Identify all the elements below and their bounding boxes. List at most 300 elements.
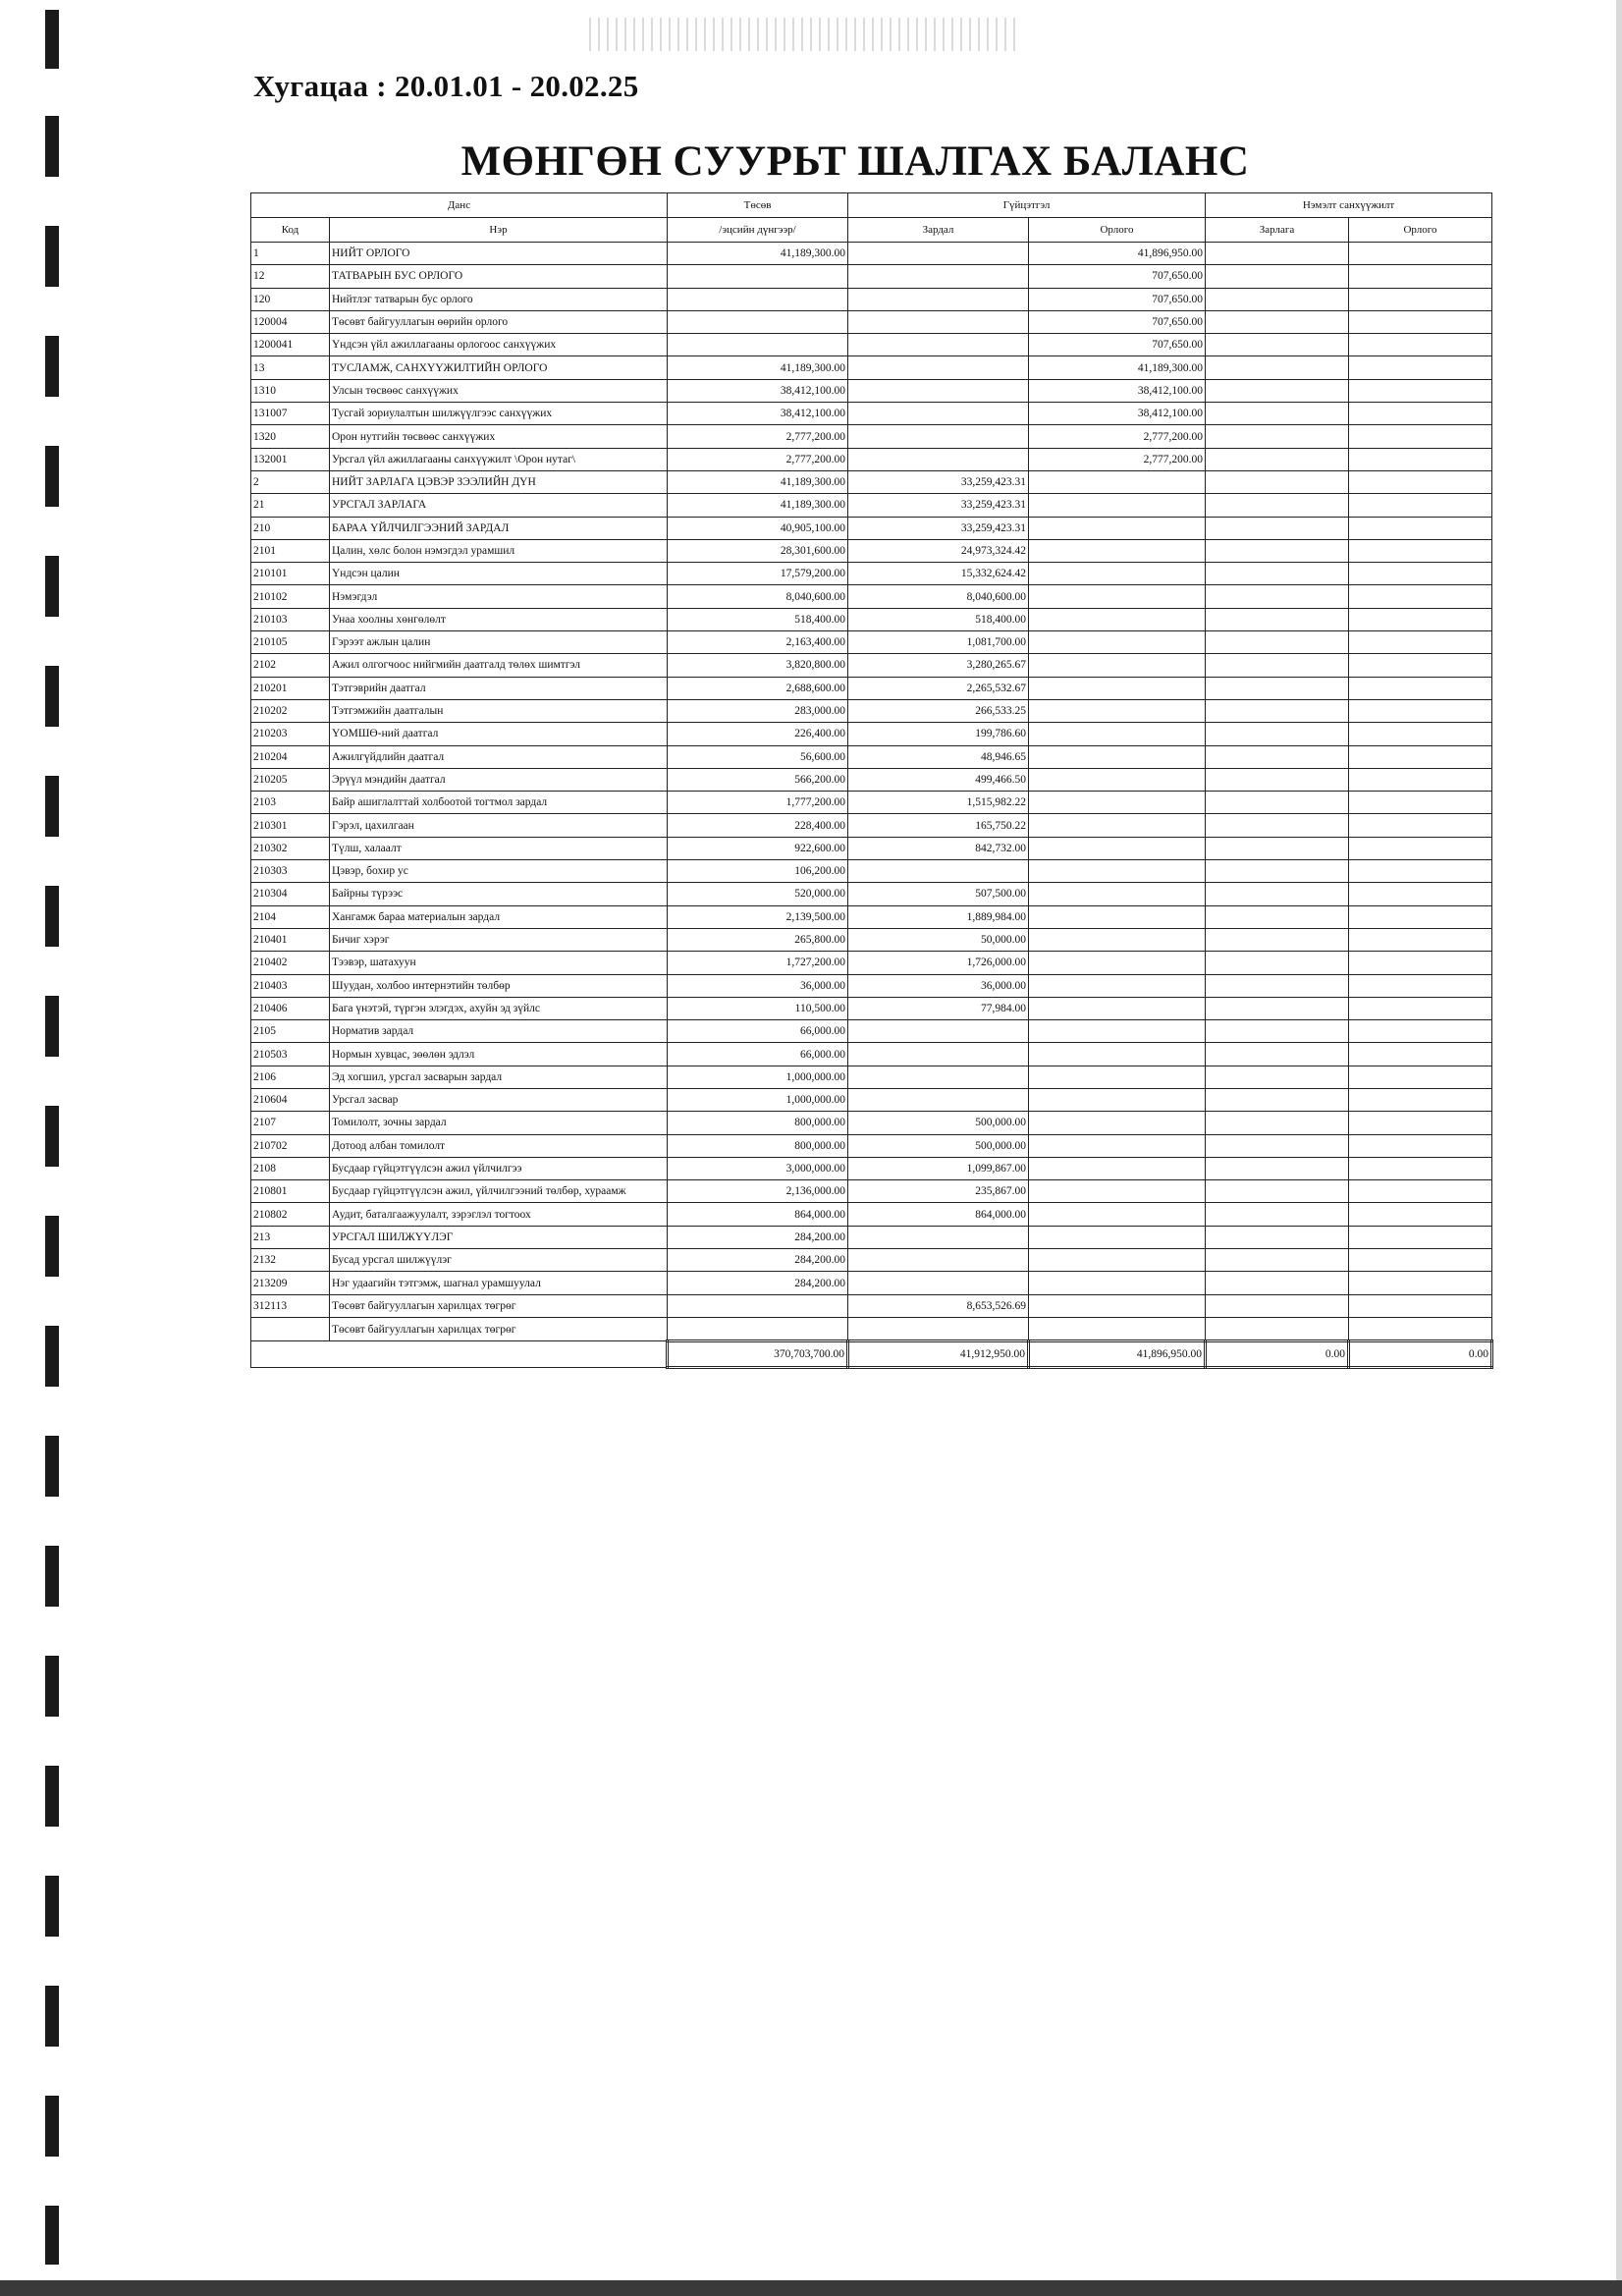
row-expense: 24,973,324.42 (848, 539, 1029, 562)
period-label: Хугацаа : 20.01.01 - 20.02.25 (253, 69, 639, 103)
table-row (251, 448, 1492, 470)
row-income (1029, 883, 1206, 905)
table-row (251, 1112, 1492, 1134)
row-budget: 106,200.00 (668, 860, 848, 883)
row-add-expense (1206, 1088, 1349, 1111)
header-income: Орлого (1029, 218, 1206, 243)
row-income (1029, 699, 1206, 722)
row-expense: 15,332,624.42 (848, 563, 1029, 585)
row-income (1029, 1203, 1206, 1226)
row-budget: 66,000.00 (668, 1020, 848, 1043)
row-name: Гэрэл, цахилгаан (330, 814, 668, 837)
header-add-expense: Зарлага (1206, 218, 1349, 243)
row-code: 210304 (251, 883, 330, 905)
row-expense (848, 379, 1029, 402)
row-name: Бусад урсгал шилжүүлэг (330, 1249, 668, 1272)
row-add-income (1349, 448, 1492, 470)
row-expense: 499,466.50 (848, 768, 1029, 791)
table-row (251, 677, 1492, 699)
row-code: 210403 (251, 974, 330, 997)
row-add-income (1349, 654, 1492, 677)
row-code: 12 (251, 265, 330, 288)
row-name: Нийтлэг татварын бус орлого (330, 288, 668, 310)
table-row (251, 905, 1492, 928)
binder-hole (45, 996, 59, 1057)
row-code: 2102 (251, 654, 330, 677)
row-add-income (1349, 1088, 1492, 1111)
row-add-income (1349, 334, 1492, 356)
row-name: Урсгал үйл ажиллагааны санхүүжилт \Орон нутаг\ (330, 448, 668, 470)
row-income: 2,777,200.00 (1029, 425, 1206, 448)
row-name: Тээвэр, шатахуун (330, 952, 668, 974)
row-code: 312113 (251, 1294, 330, 1317)
table-row (251, 403, 1492, 425)
page-edge (1616, 0, 1622, 2296)
row-income: 707,650.00 (1029, 288, 1206, 310)
row-add-expense (1206, 243, 1349, 265)
row-budget: 110,500.00 (668, 997, 848, 1019)
row-code: 21 (251, 494, 330, 517)
row-code: 210402 (251, 952, 330, 974)
table-row (251, 1317, 1492, 1340)
row-name: НИЙТ ЗАРЛАГА ЦЭВЭР ЗЭЭЛИЙН ДҮН (330, 470, 668, 493)
row-budget (668, 288, 848, 310)
row-expense (848, 1066, 1029, 1088)
row-add-income (1349, 677, 1492, 699)
row-expense: 199,786.60 (848, 723, 1029, 745)
row-code: 210303 (251, 860, 330, 883)
row-code: 1200041 (251, 334, 330, 356)
row-add-income (1349, 1180, 1492, 1203)
header-budget: Төсөв (668, 193, 848, 218)
table-row (251, 974, 1492, 997)
row-code: 120004 (251, 310, 330, 333)
table-row (251, 997, 1492, 1019)
row-add-income (1349, 243, 1492, 265)
row-add-income (1349, 1066, 1492, 1088)
binder-hole (45, 1986, 59, 2047)
row-name: Тэтгэврийн даатгал (330, 677, 668, 699)
row-name: Дотоод албан томилолт (330, 1134, 668, 1157)
row-income (1029, 654, 1206, 677)
row-add-income (1349, 952, 1492, 974)
row-name: Улсын төсвөөс санхүүжих (330, 379, 668, 402)
table-row (251, 631, 1492, 654)
table-row (251, 1134, 1492, 1157)
row-add-income (1349, 517, 1492, 539)
row-income (1029, 928, 1206, 951)
row-budget: 38,412,100.00 (668, 379, 848, 402)
row-code: 210301 (251, 814, 330, 837)
row-add-expense (1206, 1203, 1349, 1226)
row-budget: 3,000,000.00 (668, 1157, 848, 1179)
row-code: 13 (251, 356, 330, 379)
row-add-expense (1206, 539, 1349, 562)
row-code: 2106 (251, 1066, 330, 1088)
row-income (1029, 1249, 1206, 1272)
row-add-income (1349, 288, 1492, 310)
row-name: Байрны түрээс (330, 883, 668, 905)
row-income (1029, 631, 1206, 654)
table-row (251, 1020, 1492, 1043)
row-code: 210604 (251, 1088, 330, 1111)
row-add-income (1349, 745, 1492, 768)
binder-hole (45, 556, 59, 617)
table-row (251, 243, 1492, 265)
row-add-income (1349, 310, 1492, 333)
row-budget: 284,200.00 (668, 1226, 848, 1248)
row-expense: 77,984.00 (848, 997, 1029, 1019)
row-add-income (1349, 425, 1492, 448)
row-name: Бусдаар гүйцэтгүүлсэн ажил үйлчилгээ (330, 1157, 668, 1179)
row-budget: 800,000.00 (668, 1112, 848, 1134)
row-income: 707,650.00 (1029, 334, 1206, 356)
row-add-expense (1206, 1294, 1349, 1317)
row-add-expense (1206, 1226, 1349, 1248)
row-add-income (1349, 814, 1492, 837)
row-income (1029, 563, 1206, 585)
row-budget: 2,163,400.00 (668, 631, 848, 654)
row-add-income (1349, 1134, 1492, 1157)
row-name: Урсгал засвар (330, 1088, 668, 1111)
row-income (1029, 608, 1206, 630)
row-code (251, 1317, 330, 1340)
row-expense: 33,259,423.31 (848, 494, 1029, 517)
binder-hole (45, 1436, 59, 1497)
row-expense (848, 1272, 1029, 1294)
header-account: Данс (251, 193, 668, 218)
table-row (251, 379, 1492, 402)
row-name: Байр ашиглалттай холбоотой тогтмол зардал (330, 792, 668, 814)
row-add-expense (1206, 470, 1349, 493)
binder-hole (45, 886, 59, 947)
row-code: 213 (251, 1226, 330, 1248)
header-row-1 (251, 193, 1492, 218)
row-expense (848, 1043, 1029, 1066)
binder-hole (45, 1766, 59, 1827)
row-income: 2,777,200.00 (1029, 448, 1206, 470)
row-code: 132001 (251, 448, 330, 470)
row-code: 210202 (251, 699, 330, 722)
table-body (251, 243, 1492, 1341)
header-additional: Нэмэлт санхүүжилт (1206, 193, 1492, 218)
table-row (251, 952, 1492, 974)
row-code: 120 (251, 288, 330, 310)
binder-hole (45, 1326, 59, 1387)
row-name: НИЙТ ОРЛОГО (330, 243, 668, 265)
total-expense: 41,912,950.00 (848, 1341, 1029, 1368)
row-name: Эд хогшил, урсгал засварын зардал (330, 1066, 668, 1088)
row-expense: 864,000.00 (848, 1203, 1029, 1226)
row-add-expense (1206, 677, 1349, 699)
row-budget: 265,800.00 (668, 928, 848, 951)
row-budget: 1,727,200.00 (668, 952, 848, 974)
row-add-income (1349, 539, 1492, 562)
row-name: Аудит, баталгаажуулалт, зэрэглэл тогтоох (330, 1203, 668, 1226)
row-add-income (1349, 928, 1492, 951)
row-expense (848, 448, 1029, 470)
row-add-expense (1206, 814, 1349, 837)
row-budget: 66,000.00 (668, 1043, 848, 1066)
row-expense: 33,259,423.31 (848, 517, 1029, 539)
header-add-income: Орлого (1349, 218, 1492, 243)
row-code: 2101 (251, 539, 330, 562)
row-name: Томилолт, зочны зардал (330, 1112, 668, 1134)
row-budget (668, 1317, 848, 1340)
row-budget: 228,400.00 (668, 814, 848, 837)
row-add-income (1349, 1294, 1492, 1317)
row-budget: 38,412,100.00 (668, 403, 848, 425)
row-budget: 922,600.00 (668, 837, 848, 859)
row-budget: 2,136,000.00 (668, 1180, 848, 1203)
binder-hole (45, 666, 59, 727)
row-add-expense (1206, 723, 1349, 745)
row-add-income (1349, 860, 1492, 883)
row-expense: 3,280,265.67 (848, 654, 1029, 677)
table-row (251, 1066, 1492, 1088)
row-add-expense (1206, 425, 1349, 448)
row-name: ТУСЛАМЖ, САНХҮҮЖИЛТИЙН ОРЛОГО (330, 356, 668, 379)
row-income (1029, 1317, 1206, 1340)
row-add-income (1349, 494, 1492, 517)
row-income (1029, 470, 1206, 493)
header-code: Код (251, 218, 330, 243)
row-income (1029, 1088, 1206, 1111)
binder-hole (45, 336, 59, 397)
row-add-expense (1206, 265, 1349, 288)
table-row (251, 288, 1492, 310)
table-row (251, 745, 1492, 768)
row-income (1029, 1134, 1206, 1157)
row-budget (668, 334, 848, 356)
row-code: 2108 (251, 1157, 330, 1179)
table-row (251, 860, 1492, 883)
row-income (1029, 517, 1206, 539)
table-row (251, 265, 1492, 288)
row-name: Үндсэн цалин (330, 563, 668, 585)
table-row (251, 356, 1492, 379)
row-income: 41,189,300.00 (1029, 356, 1206, 379)
table-row (251, 1157, 1492, 1179)
row-add-income (1349, 974, 1492, 997)
row-name: Орон нутгийн төсвөөс санхүүжих (330, 425, 668, 448)
row-add-expense (1206, 288, 1349, 310)
row-income (1029, 1112, 1206, 1134)
row-budget (668, 265, 848, 288)
row-expense: 1,099,867.00 (848, 1157, 1029, 1179)
row-expense: 1,081,700.00 (848, 631, 1029, 654)
row-add-expense (1206, 860, 1349, 883)
row-code: 2107 (251, 1112, 330, 1134)
row-add-income (1349, 379, 1492, 402)
table-row (251, 699, 1492, 722)
row-expense: 1,889,984.00 (848, 905, 1029, 928)
row-add-income (1349, 792, 1492, 814)
table-row (251, 585, 1492, 608)
header-budget-sub: /эцсийн дүнгээр/ (668, 218, 848, 243)
binder-hole (45, 1656, 59, 1717)
row-expense (848, 265, 1029, 288)
table-row (251, 334, 1492, 356)
row-code: 210201 (251, 677, 330, 699)
row-income (1029, 1180, 1206, 1203)
row-add-expense (1206, 1043, 1349, 1066)
row-name: Хангамж бараа материалын зардал (330, 905, 668, 928)
row-expense (848, 1317, 1029, 1340)
row-add-expense (1206, 448, 1349, 470)
row-add-income (1349, 608, 1492, 630)
table-row (251, 723, 1492, 745)
row-code: 2 (251, 470, 330, 493)
row-name: Түлш, халаалт (330, 837, 668, 859)
table-row (251, 768, 1492, 791)
row-add-expense (1206, 997, 1349, 1019)
table-row (251, 792, 1492, 814)
row-income (1029, 905, 1206, 928)
row-code: 2104 (251, 905, 330, 928)
row-name: ТАТВАРЫН БУС ОРЛОГО (330, 265, 668, 288)
row-expense: 165,750.22 (848, 814, 1029, 837)
row-add-expense (1206, 1249, 1349, 1272)
binder-hole (45, 1876, 59, 1937)
row-income (1029, 1226, 1206, 1248)
row-budget: 41,189,300.00 (668, 356, 848, 379)
total-income: 41,896,950.00 (1029, 1341, 1206, 1368)
row-name: Унаа хоолны хөнгөлөлт (330, 608, 668, 630)
row-name: Эрүүл мэндийн даатгал (330, 768, 668, 791)
row-add-expense (1206, 563, 1349, 585)
row-income (1029, 723, 1206, 745)
row-add-expense (1206, 745, 1349, 768)
row-name: Төсөвт байгууллагын харилцах төгрөг (330, 1294, 668, 1317)
row-expense: 266,533.25 (848, 699, 1029, 722)
total-add-expense: 0.00 (1206, 1341, 1349, 1368)
row-add-income (1349, 1157, 1492, 1179)
row-expense: 8,040,600.00 (848, 585, 1029, 608)
row-expense (848, 310, 1029, 333)
row-name: Нормын хувцас, зөөлөн эдлэл (330, 1043, 668, 1066)
row-expense: 2,265,532.67 (848, 677, 1029, 699)
row-code: 210101 (251, 563, 330, 585)
row-budget: 800,000.00 (668, 1134, 848, 1157)
row-add-expense (1206, 517, 1349, 539)
table-row (251, 563, 1492, 585)
row-add-income (1349, 1249, 1492, 1272)
total-add-income: 0.00 (1349, 1341, 1492, 1368)
table-row (251, 539, 1492, 562)
row-expense: 842,732.00 (848, 837, 1029, 859)
row-add-income (1349, 723, 1492, 745)
row-budget: 1,000,000.00 (668, 1088, 848, 1111)
table-row (251, 883, 1492, 905)
row-add-income (1349, 631, 1492, 654)
header-name: Нэр (330, 218, 668, 243)
table-row (251, 608, 1492, 630)
row-name: Шуудан, холбоо интернэтийн төлбөр (330, 974, 668, 997)
table-row (251, 1249, 1492, 1272)
row-name: Норматив зардал (330, 1020, 668, 1043)
row-budget: 2,777,200.00 (668, 448, 848, 470)
row-budget: 2,777,200.00 (668, 425, 848, 448)
row-expense: 50,000.00 (848, 928, 1029, 951)
row-add-income (1349, 997, 1492, 1019)
row-add-expense (1206, 699, 1349, 722)
binder-hole (45, 2206, 59, 2265)
row-income (1029, 494, 1206, 517)
row-expense: 235,867.00 (848, 1180, 1029, 1203)
row-code: 210204 (251, 745, 330, 768)
row-code: 131007 (251, 403, 330, 425)
row-income: 38,412,100.00 (1029, 403, 1206, 425)
row-add-expense (1206, 952, 1349, 974)
row-add-income (1349, 1043, 1492, 1066)
row-budget: 17,579,200.00 (668, 563, 848, 585)
table-row (251, 928, 1492, 951)
row-name: Нэг удаагийн тэтгэмж, шагнал урамшуулал (330, 1272, 668, 1294)
row-add-expense (1206, 974, 1349, 997)
row-budget: 518,400.00 (668, 608, 848, 630)
binder-hole (45, 1216, 59, 1277)
row-name: Төсөвт байгууллагын өөрийн орлого (330, 310, 668, 333)
row-income (1029, 837, 1206, 859)
row-add-expense (1206, 905, 1349, 928)
row-code: 210203 (251, 723, 330, 745)
binder-hole (45, 10, 59, 69)
row-budget (668, 1294, 848, 1317)
table-row (251, 1226, 1492, 1248)
row-name: ҮОМШӨ-ний даатгал (330, 723, 668, 745)
header-expense: Зардал (848, 218, 1029, 243)
row-name: Тусгай зориулалтын шилжүүлгээс санхүүжих (330, 403, 668, 425)
totals-row (251, 1341, 1492, 1368)
row-budget: 1,777,200.00 (668, 792, 848, 814)
row-add-expense (1206, 1020, 1349, 1043)
header-row-2 (251, 218, 1492, 243)
row-add-income (1349, 470, 1492, 493)
balance-table (250, 192, 1493, 1369)
row-income: 41,896,950.00 (1029, 243, 1206, 265)
binder-hole (45, 776, 59, 837)
page-title: МӨНГӨН СУУРЬТ ШАЛГАХ БАЛАНС (460, 138, 1250, 185)
row-budget: 40,905,100.00 (668, 517, 848, 539)
row-add-income (1349, 699, 1492, 722)
table-row (251, 1294, 1492, 1317)
row-name: Цэвэр, бохир ус (330, 860, 668, 883)
row-budget: 864,000.00 (668, 1203, 848, 1226)
row-budget: 41,189,300.00 (668, 470, 848, 493)
row-expense (848, 403, 1029, 425)
table-row (251, 837, 1492, 859)
row-add-income (1349, 1272, 1492, 1294)
row-code: 1 (251, 243, 330, 265)
row-budget: 41,189,300.00 (668, 243, 848, 265)
row-expense (848, 288, 1029, 310)
row-add-expense (1206, 631, 1349, 654)
row-code: 210105 (251, 631, 330, 654)
row-add-expense (1206, 494, 1349, 517)
binder-hole (45, 1106, 59, 1167)
row-budget: 41,189,300.00 (668, 494, 848, 517)
row-expense: 8,653,526.69 (848, 1294, 1029, 1317)
row-income (1029, 974, 1206, 997)
row-name: БАРАА ҮЙЛЧИЛГЭЭНИЙ ЗАРДАЛ (330, 517, 668, 539)
row-add-expense (1206, 334, 1349, 356)
row-code: 210302 (251, 837, 330, 859)
row-budget: 566,200.00 (668, 768, 848, 791)
row-budget (668, 310, 848, 333)
row-code: 2105 (251, 1020, 330, 1043)
row-income: 707,650.00 (1029, 265, 1206, 288)
